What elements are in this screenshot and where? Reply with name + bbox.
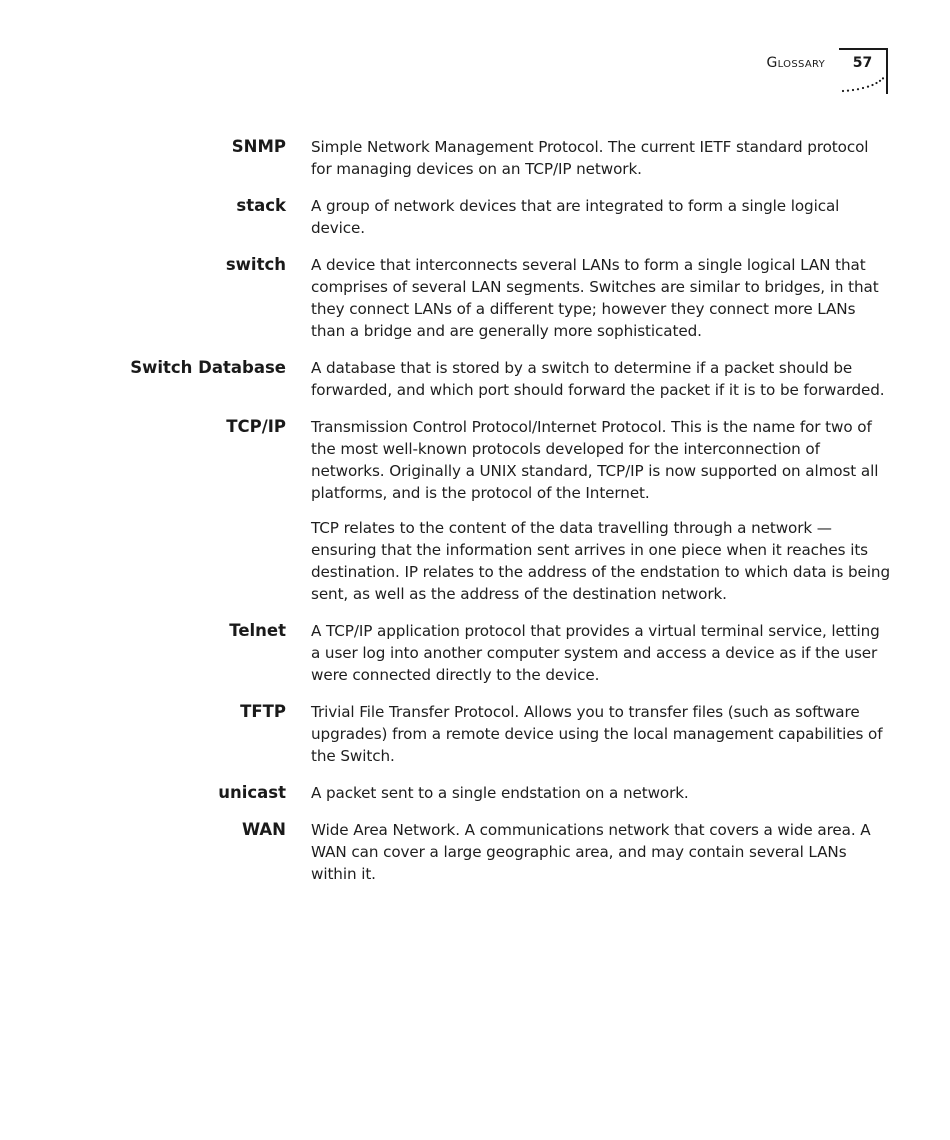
glossary-entry [0,254,950,342]
glossary-definition [311,136,891,180]
glossary-term: Switch Database [130,358,286,377]
dotted-curve-ornament [839,76,886,94]
glossary-definition [311,701,891,767]
glossary-term: SNMP [231,137,286,156]
glossary-term: unicast [218,783,286,802]
definition-paragraph: Wide Area Network. A communications network that covers a wide area. A WAN can cover a large geographic area, and may contain several LANs within it. [311,821,871,883]
page-header [767,48,888,94]
glossary-term: switch [225,255,286,274]
page-number-box [839,48,888,94]
definition-paragraph: A database that is stored by a switch to determine if a packet should be forwarded, and which port should forward the packet if it is to be forwarded. [311,359,885,399]
definition-paragraph: A group of network devices that are integrated to form a single logical device. [311,197,840,237]
glossary-entry [0,416,950,605]
glossary-list [0,136,950,900]
glossary-definition [311,195,891,239]
glossary-definition [311,357,891,401]
glossary-entry [0,620,950,686]
glossary-term: TFTP [240,702,286,721]
definition-paragraph: Trivial File Transfer Protocol. Allows you to transfer files (such as software upgrades) from a remote device using the local management capabilities of the Switch. [311,703,883,765]
glossary-definition [311,620,891,686]
glossary-entry [0,357,950,401]
glossary-entry [0,819,950,885]
glossary-entry [0,136,950,180]
glossary-entry [0,701,950,767]
definition-paragraph: TCP relates to the content of the data travelling through a network — ensuring that the information sent arrives in one piece when it reaches its destination. IP relates to the address of the endstation to which data is being sent, as well as the address of the destination network. [311,519,890,603]
glossary-term: stack [236,196,286,215]
glossary-term: WAN [241,820,286,839]
definition-paragraph: A device that interconnects several LANs to form a single logical LAN that comprises of several LAN segments. Switches are similar to bridges, in that they connect LANs of a different type; however they connect more LANs than a bridge and are generally more sophisticated. [311,256,879,340]
glossary-entry [0,195,950,239]
glossary-term: Telnet [229,621,286,640]
definition-paragraph: Transmission Control Protocol/Internet Protocol. This is the name for two of the most well-known protocols developed for the interconnection of networks. Originally a UNIX standard, TCP/IP is now supported on almost all platforms, and is the protocol of the Internet. [311,418,879,502]
glossary-term: TCP/IP [226,417,286,436]
definition-paragraph: A packet sent to a single endstation on a network. [311,784,689,802]
definition-paragraph: Simple Network Management Protocol. The current IETF standard protocol for managing devices on an TCP/IP network. [311,138,869,178]
glossary-definition [311,254,891,342]
glossary-definition [311,782,891,804]
running-header-section: Glossary [766,55,825,71]
page-number: 57 [852,55,873,71]
glossary-definition [311,416,891,605]
glossary-definition [311,819,891,885]
definition-paragraph: A TCP/IP application protocol that provides a virtual terminal service, letting a user log into another computer system and access a device as if the user were connected directly to the device. [311,622,880,684]
glossary-entry [0,782,950,804]
